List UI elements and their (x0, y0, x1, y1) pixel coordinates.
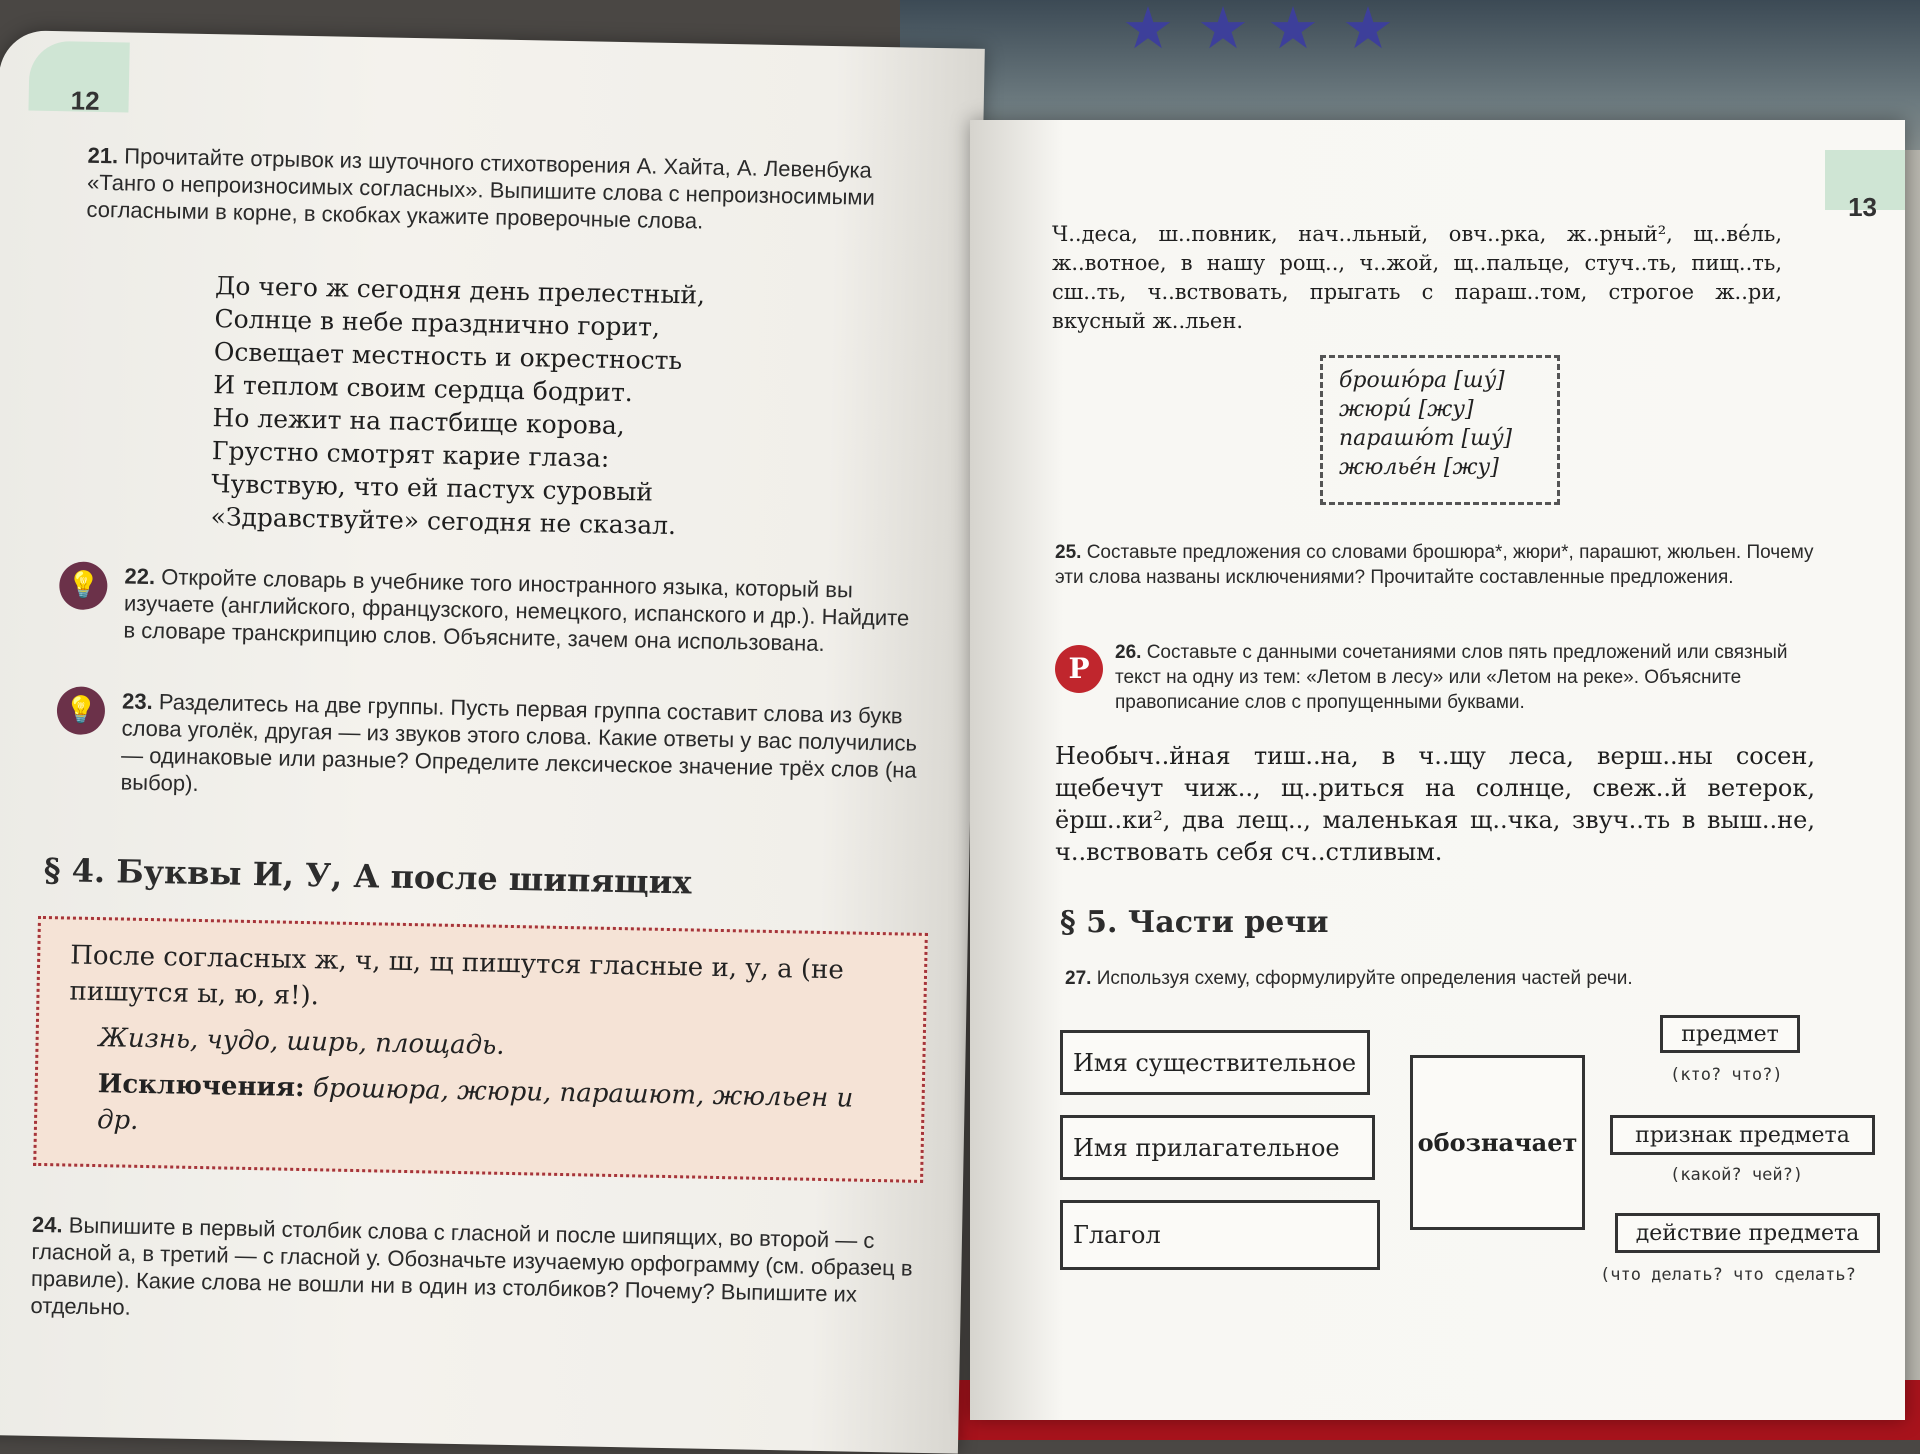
dict-word: парашю́т [шý] (1339, 426, 1512, 451)
exercise-number: 23. (121, 688, 153, 715)
exercise-21 (86, 142, 917, 239)
words-exercise: Ч..деса, ш..повник, нач..льный, овч..рка, ж..рный², щ..вéль, ж..вотное, в нашу рощ.., ч..жой, щ..пальце, стуч..ть, пищ..ть, сш..ть, ч..вствовать, прыгать с параш..том, строгое ж..ри, вкусный ж..льен. (1052, 222, 1782, 333)
exercise-24 (30, 1211, 922, 1336)
section-4-title: § 4. Буквы И, У, А после шипящих (43, 851, 692, 902)
exercise-25 (1055, 540, 1835, 590)
exercise-number: 27. (1065, 968, 1092, 989)
dictionary-box (1320, 355, 1560, 505)
lightbulb-icon: 💡 (59, 561, 108, 610)
exercise-text: Прочитайте отрывок из шуточного стихотворения А. Хайта, А. Левенбука «Танго о непроизносимых согласных». Выпишите слова с непроизносимыми согласными в корне, в скобках укажите проверочные слова. (86, 143, 876, 234)
scheme-attribute-question: (какой? чей?) (1670, 1165, 1804, 1185)
exercise-number: 24. (31, 1211, 63, 1238)
scheme-center: обозначает (1410, 1055, 1585, 1230)
exercise-text: Откройте словарь в учебнике того иностранного языка, который вы изучаете (английского, французского, немецкого, испанского и др.). Найдите в словаре транскрипцию слов. Объясните, зачем она использована. (123, 564, 910, 656)
exercise-number: 26. (1115, 642, 1142, 663)
scheme-noun: Имя существительное (1060, 1030, 1370, 1095)
page-number: 12 (70, 85, 100, 116)
exercise-26-words: Необыч..йная тиш..на, в ч..щу леса, верш..ны сосен, щебечут чиж.., щ..риться на солнце, свеж..й ветерок, ёрш..ки², два лещ.., маленькая щ..чка, звуч..ть в выш..не, ч..вствовать себя сч..стливым. (1055, 742, 1815, 866)
exercise-text: Используя схему, сформулируйте определения частей речи. (1096, 968, 1633, 989)
scheme-action: действие предмета (1615, 1213, 1880, 1253)
star-decoration-icon: ★ (1122, 0, 1174, 62)
scheme-verb: Глагол (1060, 1200, 1380, 1270)
page-number: 13 (1848, 192, 1877, 222)
star-decoration-icon: ★ (1197, 0, 1249, 62)
exercise-text: Составьте предложения со словами брошюра*, жюри*, парашют, жюльен. Почему эти слова названы исключениями? Прочитайте составленные предложения. (1055, 542, 1814, 588)
exercise-23 (120, 687, 922, 810)
section-5-title: § 5. Части речи (1060, 905, 1329, 940)
star-decoration-icon: ★ (1267, 0, 1319, 62)
r-badge-icon: Р (1055, 645, 1103, 693)
exercise-text: Составьте с данными сочетаниями слов пять предложений или связный текст на одну из тем: «Летом в лесу» или «Летом на реке». Объясните правописание слов с пропущенными буквами. (1115, 642, 1788, 713)
dict-word: жюри́ [жу] (1339, 397, 1474, 422)
right-page (970, 120, 1905, 1420)
poem: До чего ж сегодня день прелестный, Солнце в небе празднично горит, Освещает местность и окрестность И теплом своим сердца бодрит. Но лежит на пастбище корова, Грустно смотрят карие глаза: Чувствую, что ей пастух суровый «Здравствуйте» сегодня не сказал. (210, 271, 706, 541)
left-page (0, 30, 985, 1454)
exceptions-list: брошюра, жюри, парашют, жюльен и др. (96, 1073, 854, 1136)
scheme-attribute: признак предмета (1610, 1115, 1875, 1155)
scheme-object-question: (кто? что?) (1670, 1065, 1783, 1085)
exercise-22 (123, 562, 924, 658)
exercise-number: 22. (124, 563, 156, 590)
exercise-number: 21. (87, 142, 119, 169)
lightbulb-icon: 💡 (56, 686, 105, 735)
exercise-text: Разделитесь на две группы. Пусть первая группа составит слова из букв слова уголёк, другая — из звуков этого слова. Какие ответы у вас получились — одинаковые или разные? Определите лексическое значение трёх слов (на выбор). (120, 689, 918, 796)
star-decoration-icon: ★ (1342, 0, 1394, 62)
exercise-26 (1115, 640, 1835, 715)
exceptions-label: Исключения: (97, 1069, 305, 1104)
exercise-text: Выпишите в первый столбик слова с гласной и после шипящих, во второй — с гласной а, в третий — с гласной у. Обозначьте изучаемую орфограмму (см. образец в правиле). Какие слова не вошли ни в один из столбиков? Почему? Выпишите их отдельно. (30, 1212, 913, 1320)
scheme-adjective: Имя прилагательное (1060, 1115, 1375, 1180)
dict-word: жюльéн [жу] (1339, 455, 1499, 480)
dict-word: брошю́ра [шý] (1339, 368, 1505, 393)
exercise-27 (1065, 965, 1845, 992)
rule-box (33, 916, 928, 1183)
rule-examples: Жизнь, чудо, ширь, площадь. (98, 1023, 505, 1061)
scheme-action-question: (что делать? что сделать? (1600, 1265, 1856, 1285)
exercise-number: 25. (1055, 542, 1082, 563)
scheme-object: предмет (1660, 1015, 1800, 1053)
rule-text: После согласных ж, ч, ш, щ пишутся гласные и, у, а (не пишутся ы, ю, я!). (69, 940, 845, 1012)
